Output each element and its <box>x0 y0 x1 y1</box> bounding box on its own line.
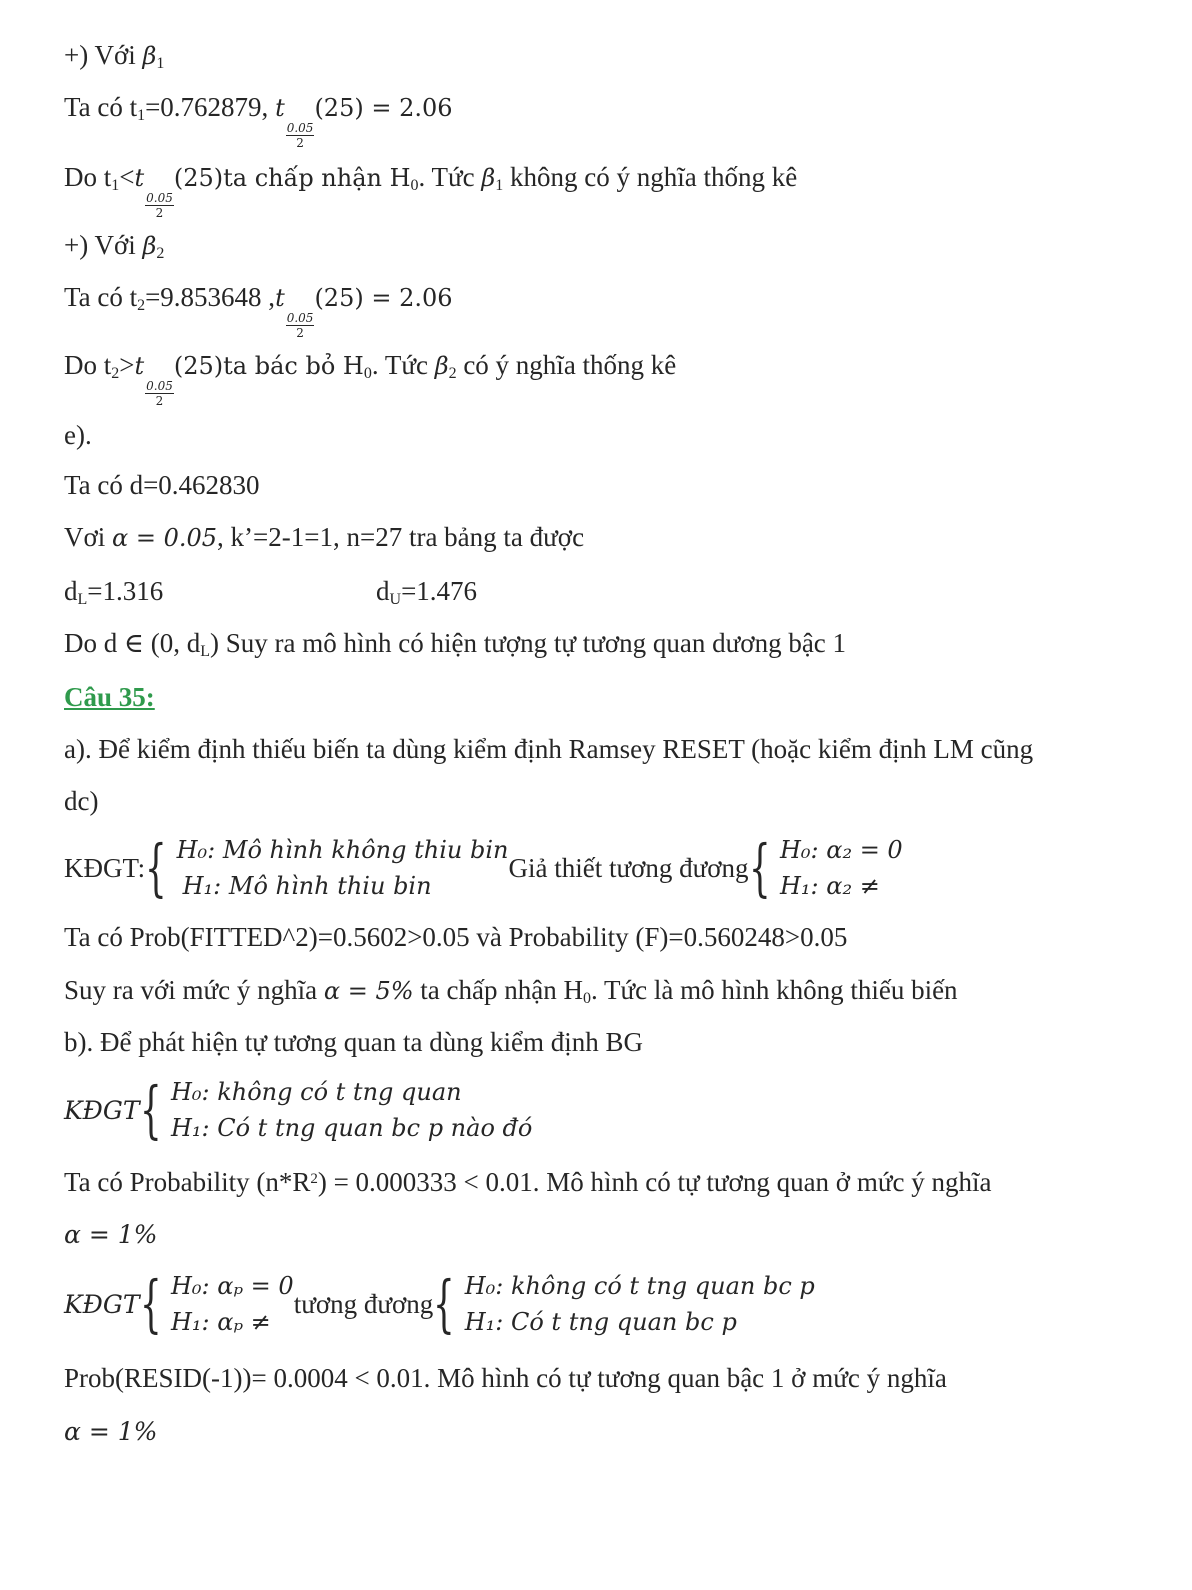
hypothesis-system <box>177 832 509 904</box>
text: +) Với <box>64 40 143 70</box>
fraction <box>286 312 315 340</box>
line-section-e: e). <box>64 420 92 450</box>
hypothesis-system <box>465 1268 815 1340</box>
line-alpha-table <box>64 520 584 555</box>
subscript: L <box>200 643 211 660</box>
line-prob-fitted: Ta có Prob(FITTED^2)=0.5602>0.05 và Probability (F)=0.560248>0.05 <box>64 922 848 952</box>
brace-icon: { <box>139 1073 162 1146</box>
subscript: 1 <box>111 177 120 194</box>
h0: H₀: không có t tng quan <box>170 1078 462 1106</box>
subscript: 2 <box>156 245 165 262</box>
h1: H₁: Mô hình thiu bin <box>182 872 432 900</box>
math-beta: β <box>434 352 449 380</box>
line-t2-value <box>64 280 453 340</box>
text: . Tức là mô hình không thiếu biến <box>590 975 958 1005</box>
subscript: 0 <box>410 177 419 194</box>
text: , k’=2-1=1, n=27 tra bảng ta được <box>217 522 585 552</box>
text: d <box>64 576 78 606</box>
line-dc: dc) <box>64 786 99 816</box>
text: ta chấp nhận H <box>413 975 583 1005</box>
line-prob-resid: Prob(RESID(-1))= 0.0004 < 0.01. Mô hình có tự tương quan bậc 1 ở mức ý nghĩa <box>64 1363 947 1393</box>
fraction-denominator: 2 <box>155 394 164 408</box>
math-t: t <box>275 284 285 312</box>
subscript: 0 <box>582 990 591 1007</box>
hypothesis-block-1 <box>64 832 903 904</box>
section-heading: Câu 35: <box>64 682 155 712</box>
text: không có ý nghĩa thống kê <box>503 162 798 192</box>
math-t: t <box>134 352 145 380</box>
fraction-denominator: 2 <box>155 206 164 220</box>
hypothesis-system <box>171 1074 532 1146</box>
text: có ý nghĩa thống kê <box>456 350 677 380</box>
text: Vơi <box>64 522 113 552</box>
fraction-numerator: 0.05 <box>286 121 314 135</box>
math-alpha: α = 0.05 <box>112 524 218 552</box>
subscript: L <box>77 591 88 608</box>
brace-icon: { <box>433 1267 455 1340</box>
brace-icon: { <box>748 831 771 904</box>
text: Do d ∈ (0, d <box>64 628 201 658</box>
text: (25)ta chấp nhận H <box>173 164 411 192</box>
hypothesis-system <box>171 1268 294 1340</box>
subscript: 0 <box>363 365 372 382</box>
fraction-numerator: 0.05 <box>146 379 173 393</box>
brace-icon: { <box>145 831 167 904</box>
text: Ta có Probability (n*R <box>64 1167 311 1197</box>
superscript: 2 <box>310 1171 318 1187</box>
line-bg-test: b). Để phát hiện tự tương quan ta dùng kiểm định BG <box>64 1027 643 1057</box>
fraction <box>145 380 174 408</box>
subscript: 2 <box>111 365 120 382</box>
line-accept-h0 <box>64 973 958 1008</box>
text: tương đương <box>293 1288 434 1319</box>
text: Do t <box>64 350 112 380</box>
text: Suy ra với mức ý nghĩa <box>64 975 324 1005</box>
critical-value: (25) = 2.06 <box>314 94 453 122</box>
subscript: 1 <box>156 55 165 72</box>
fraction <box>145 192 174 220</box>
subscript: U <box>389 591 402 608</box>
kdgt-label: KĐGT: <box>64 852 146 883</box>
h1: H₁: α₂ ≠ <box>779 872 880 900</box>
h0: H₀: Mô hình không thiu bin <box>176 836 509 864</box>
line-beta1-heading <box>64 38 164 73</box>
math-beta: β <box>142 42 157 70</box>
brace-icon: { <box>139 1267 162 1340</box>
subscript: 1 <box>137 107 146 124</box>
line-t2-conclusion <box>64 348 676 408</box>
text: Ta có t <box>64 282 138 312</box>
h1: H₁: Có t tng quan bc p <box>464 1308 737 1336</box>
text: Do t <box>64 162 112 192</box>
kdgt-label: KĐGT <box>64 1095 140 1125</box>
text: +) Với <box>64 230 143 260</box>
math-t: t <box>134 164 145 192</box>
line-alpha-1pct-2: α = 1% <box>64 1417 158 1446</box>
fraction-denominator: 2 <box>296 326 304 340</box>
text: ) Suy ra mô hình có hiện tượng tự tương quan dương bậc 1 <box>210 628 847 658</box>
h1: H₁: αₚ ≠ <box>170 1308 271 1336</box>
line-autocorr-conclusion <box>64 626 846 660</box>
text: < <box>119 162 135 192</box>
text: Ta có t <box>64 92 138 122</box>
math-alpha: α = 5% <box>323 977 414 1005</box>
math-t: t <box>275 94 285 122</box>
subscript: 1 <box>495 177 504 194</box>
fraction-numerator: 0.05 <box>286 311 314 325</box>
subscript: 2 <box>448 365 457 382</box>
du-value: =1.476 <box>401 576 478 606</box>
line-dl-du <box>64 574 478 608</box>
hypothesis-block-3 <box>64 1268 815 1340</box>
math-beta: β <box>142 232 157 260</box>
h0: H₀: α₂ = 0 <box>779 836 903 864</box>
line-ramsey: a). Để kiểm định thiếu biến ta dùng kiểm định Ramsey RESET (hoặc kiểm định LM cũng <box>64 734 1034 764</box>
h1: H₁: Có t tng quan bc p nào đó <box>170 1114 533 1142</box>
text: ) = 0.000333 < 0.01. Mô hình có tự tương quan ở mức ý nghĩa <box>317 1167 992 1197</box>
line-beta2-heading <box>64 228 164 263</box>
subscript: 2 <box>137 297 146 314</box>
text: > <box>119 350 135 380</box>
text: . Tức <box>418 162 482 192</box>
critical-value: (25) = 2.06 <box>314 284 453 312</box>
text: d <box>376 576 390 606</box>
fraction <box>286 122 315 150</box>
dl-value: =1.316 <box>87 576 164 606</box>
hypothesis-block-2 <box>64 1074 532 1146</box>
t1-value: =0.762879, <box>145 92 276 122</box>
t2-value: =9.853648 , <box>145 282 276 312</box>
text: Giả thiết tương đương <box>508 852 749 883</box>
fraction-numerator: 0.05 <box>146 191 173 205</box>
h0: H₀: không có t tng quan bc p <box>464 1272 815 1300</box>
hypothesis-system <box>780 832 903 904</box>
math-beta: β <box>481 164 496 192</box>
fraction-denominator: 2 <box>296 136 304 150</box>
h0: H₀: αₚ = 0 <box>170 1272 294 1300</box>
kdgt-label: KĐGT <box>64 1289 140 1319</box>
line-prob-nr2 <box>64 1165 991 1199</box>
text: (25)ta bác bỏ H <box>173 352 364 380</box>
text: . Tức <box>371 350 435 380</box>
line-t1-conclusion <box>64 160 797 220</box>
line-t1-value <box>64 90 453 150</box>
du-group <box>376 574 477 608</box>
line-alpha-1pct: α = 1% <box>64 1220 158 1249</box>
line-d-value: Ta có d=0.462830 <box>64 470 260 500</box>
